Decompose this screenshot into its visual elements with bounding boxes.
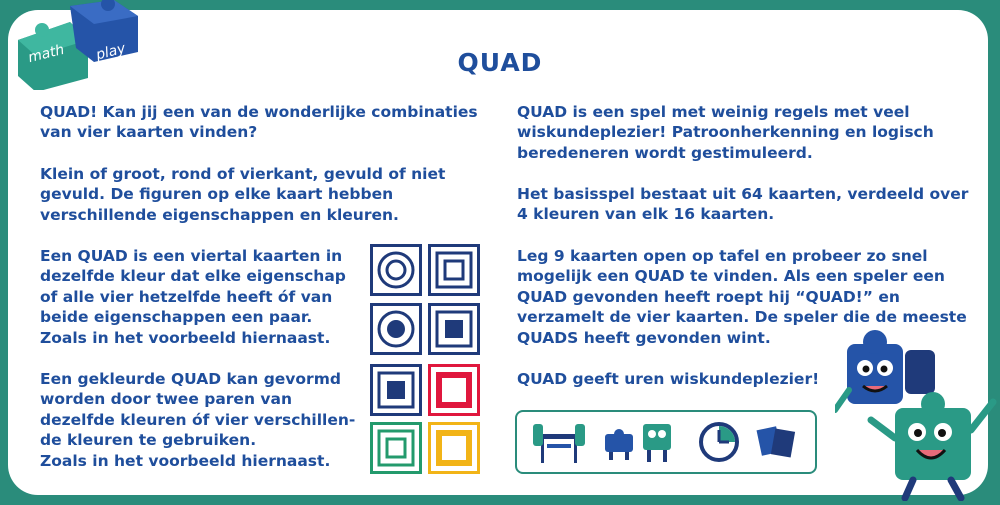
right-paragraph-3: Leg 9 kaarten open op tafel en probeer zo snel mogelijk een QUAD te vinden. Als een speler een QUAD gevonden heeft roept hij “QUAD!” en verzamelt de vier kaarten. De speler die de meeste QUADS heeft gevonden wint. — [517, 247, 967, 347]
players-at-table-icon — [531, 418, 587, 468]
double-square-icon — [431, 247, 477, 293]
clock-icon — [697, 418, 741, 468]
blue-square-icon — [373, 367, 419, 413]
filled-circle-icon — [373, 306, 419, 352]
card-square-outline — [428, 244, 480, 296]
yellow-square-icon — [431, 425, 477, 471]
card-green-square — [370, 422, 422, 474]
logo-word-math: math — [26, 41, 66, 67]
card-circle-filled — [370, 303, 422, 355]
left-paragraph-2: Klein of groot, rond of vierkant, gevuld of niet gevuld. De figuren op elke kaart hebben verschillende eigenschappen en kleuren. — [40, 165, 446, 224]
filled-square-icon — [431, 306, 477, 352]
card-blue-filled-square — [370, 364, 422, 416]
card-yellow-square — [428, 422, 480, 474]
right-paragraph-4: QUAD geeft uren wiskundeplezier! — [517, 370, 820, 388]
cards-icon — [753, 418, 803, 468]
puzzle-mascot-icon — [639, 418, 677, 468]
right-paragraph-1: QUAD is een spel met weinig regels met veel wiskundeplezier! Patroonherkenning en logisch beredeneren wordt gestimuleerd. — [517, 103, 934, 162]
green-square-icon — [373, 425, 419, 471]
logo-word-play: play — [94, 40, 128, 64]
mascots-illustration — [835, 320, 1000, 501]
right-paragraph-2: Het basisspel bestaat uit 64 kaarten, verdeeld over 4 kleuren van elk 16 kaarten. — [517, 185, 969, 224]
card-square-filled — [428, 303, 480, 355]
card-red-square — [428, 364, 480, 416]
left-paragraph-1: QUAD! Kan jij een van de wonderlijke combinaties van vier kaarten vinden? — [40, 103, 478, 142]
left-paragraph-3: Een QUAD is een viertal kaarten in dezelfde kleur dat elke eigenschap of alle vier hetzelfde heeft óf van beide eigenschappen een paar. Zoals in het voorbeeld hiernaast. — [40, 247, 346, 347]
card-circle-outline — [370, 244, 422, 296]
example-cards — [368, 244, 484, 474]
left-paragraph-4: Een gekleurde QUAD kan gevormd worden door twee paren van dezelfde kleuren óf vier verschillen- de kleuren te gebruiken. Zoals in het voorbeeld hiernaast. — [40, 370, 356, 470]
puzzle-mascots-icon — [835, 320, 1000, 501]
red-square-icon — [431, 367, 477, 413]
game-info-icons — [515, 410, 817, 474]
double-circle-icon — [373, 247, 419, 293]
page-title: QUAD — [457, 48, 543, 77]
puzzle-pieces-icon — [601, 418, 639, 468]
